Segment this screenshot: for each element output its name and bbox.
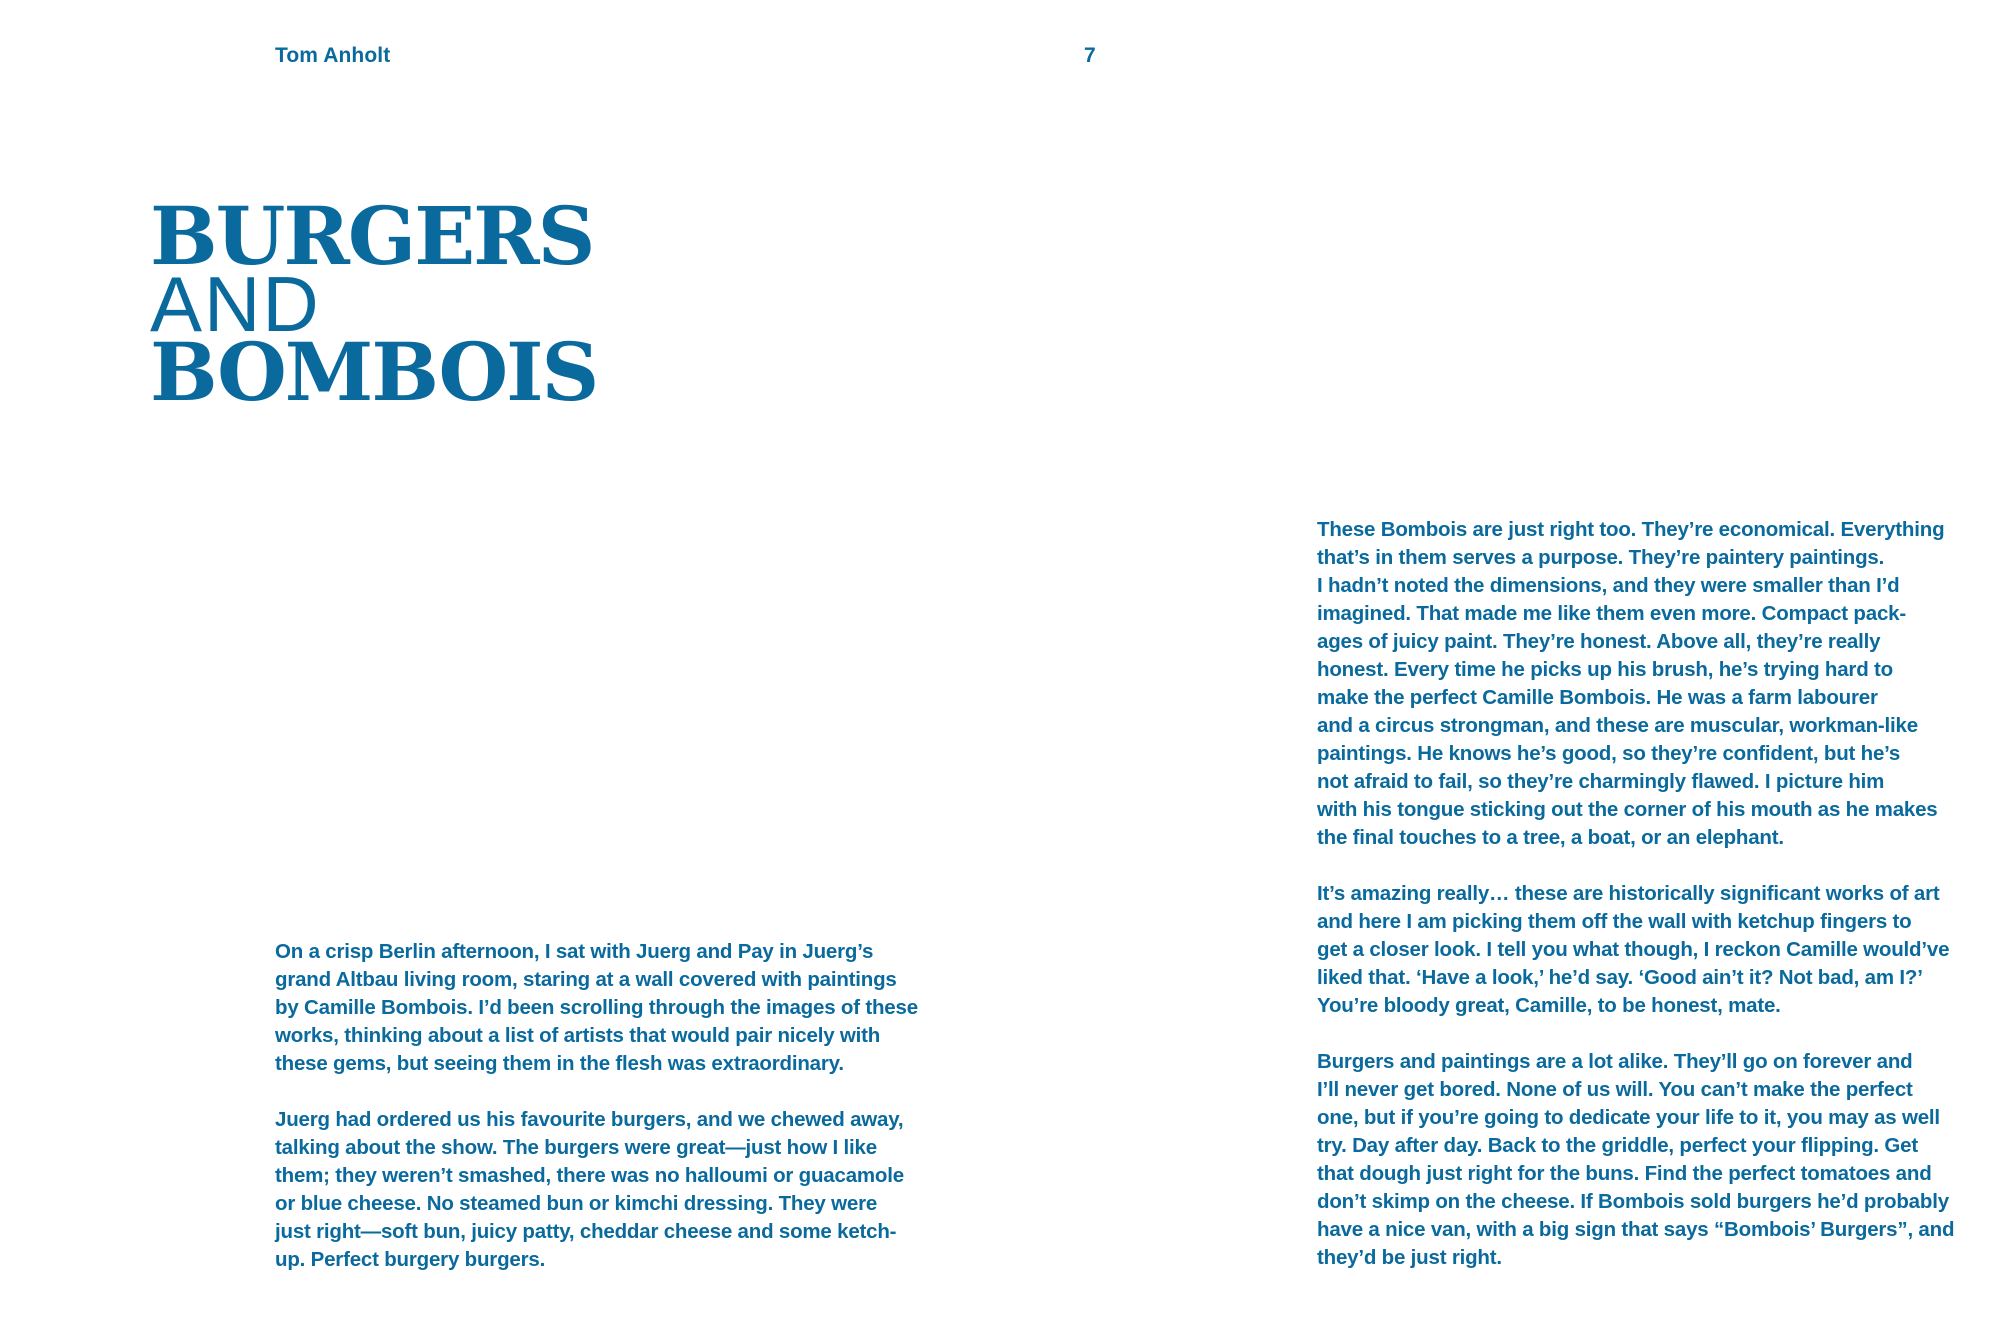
right-text-column (1317, 516, 1977, 1272)
title-line-3: BOMBOIS (150, 325, 598, 419)
running-header-author: Tom Anholt (275, 44, 391, 67)
text-line: I hadn’t noted the dimensions, and they were smaller than I’d (1317, 574, 1900, 597)
text-line: these gems, but seeing them in the flesh was extraordinary. (275, 1052, 844, 1075)
left-text-column (275, 938, 945, 1274)
text-line: up. Perfect burgery burgers. (275, 1248, 546, 1271)
text-line: one, but if you’re going to dedicate your life to it, you may as well (1317, 1106, 1940, 1129)
text-line: have a nice van, with a big sign that says “Bombois’ Burgers”, and (1317, 1218, 1955, 1241)
body-paragraph (275, 938, 945, 1078)
text-line: that dough just right for the buns. Find the perfect tomatoes and (1317, 1162, 1932, 1185)
text-line: On a crisp Berlin afternoon, I sat with Juerg and Pay in Juerg’s (275, 940, 874, 963)
body-paragraph (1317, 880, 1977, 1020)
text-line: try. Day after day. Back to the griddle, perfect your flipping. Get (1317, 1134, 1918, 1157)
text-line: don’t skimp on the cheese. If Bombois sold burgers he’d probably (1317, 1190, 1949, 1213)
text-line: just right—soft bun, juicy patty, cheddar cheese and some ketch- (275, 1220, 897, 1243)
text-line: These Bombois are just right too. They’re economical. Everything (1317, 518, 1945, 541)
text-line: they’d be just right. (1317, 1246, 1502, 1269)
text-line: and a circus strongman, and these are muscular, workman-like (1317, 714, 1918, 737)
title-line-2: AND (150, 260, 321, 348)
text-line: or blue cheese. No steamed bun or kimchi dressing. They were (275, 1192, 878, 1215)
text-line: Juerg had ordered us his favourite burgers, and we chewed away, (275, 1108, 904, 1131)
text-line: with his tongue sticking out the corner of his mouth as he makes (1317, 798, 1938, 821)
text-line: get a closer look. I tell you what though, I reckon Camille would’ve (1317, 938, 1950, 961)
text-line: make the perfect Camille Bombois. He was a farm labourer (1317, 686, 1878, 709)
body-paragraph (1317, 516, 1977, 852)
text-line: them; they weren’t smashed, there was no halloumi or guacamole (275, 1164, 904, 1187)
page-number: 7 (1084, 44, 1096, 67)
body-paragraph (275, 1106, 945, 1274)
text-line: talking about the show. The burgers were great—just how I like (275, 1136, 877, 1159)
text-line: You’re bloody great, Camille, to be honest, mate. (1317, 994, 1781, 1017)
text-line: not afraid to fail, so they’re charmingly flawed. I picture him (1317, 770, 1885, 793)
body-paragraph (1317, 1048, 1977, 1272)
text-line: paintings. He knows he’s good, so they’re confident, but he’s (1317, 742, 1901, 765)
text-line: by Camille Bombois. I’d been scrolling through the images of these (275, 996, 918, 1019)
text-line: ages of juicy paint. They’re honest. Above all, they’re really (1317, 630, 1881, 653)
text-line: It’s amazing really… these are historically significant works of art (1317, 882, 1940, 905)
text-line: honest. Every time he picks up his brush, he’s trying hard to (1317, 658, 1893, 681)
text-line: grand Altbau living room, staring at a wall covered with paintings (275, 968, 897, 991)
article-title (150, 189, 598, 419)
text-line: Burgers and paintings are a lot alike. They’ll go on forever and (1317, 1050, 1913, 1073)
text-line: works, thinking about a list of artists that would pair nicely with (275, 1024, 881, 1047)
text-line: and here I am picking them off the wall with ketchup fingers to (1317, 910, 1912, 933)
text-line: imagined. That made me like them even more. Compact pack- (1317, 602, 1906, 625)
text-line: I’ll never get bored. None of us will. You can’t make the perfect (1317, 1078, 1913, 1101)
text-line: liked that. ‘Have a look,’ he’d say. ‘Good ain’t it? Not bad, am I?’ (1317, 966, 1923, 989)
title-line-1: BURGERS (150, 189, 594, 283)
text-line: the final touches to a tree, a boat, or an elephant. (1317, 826, 1784, 849)
text-line: that’s in them serves a purpose. They’re paintery paintings. (1317, 546, 1885, 569)
